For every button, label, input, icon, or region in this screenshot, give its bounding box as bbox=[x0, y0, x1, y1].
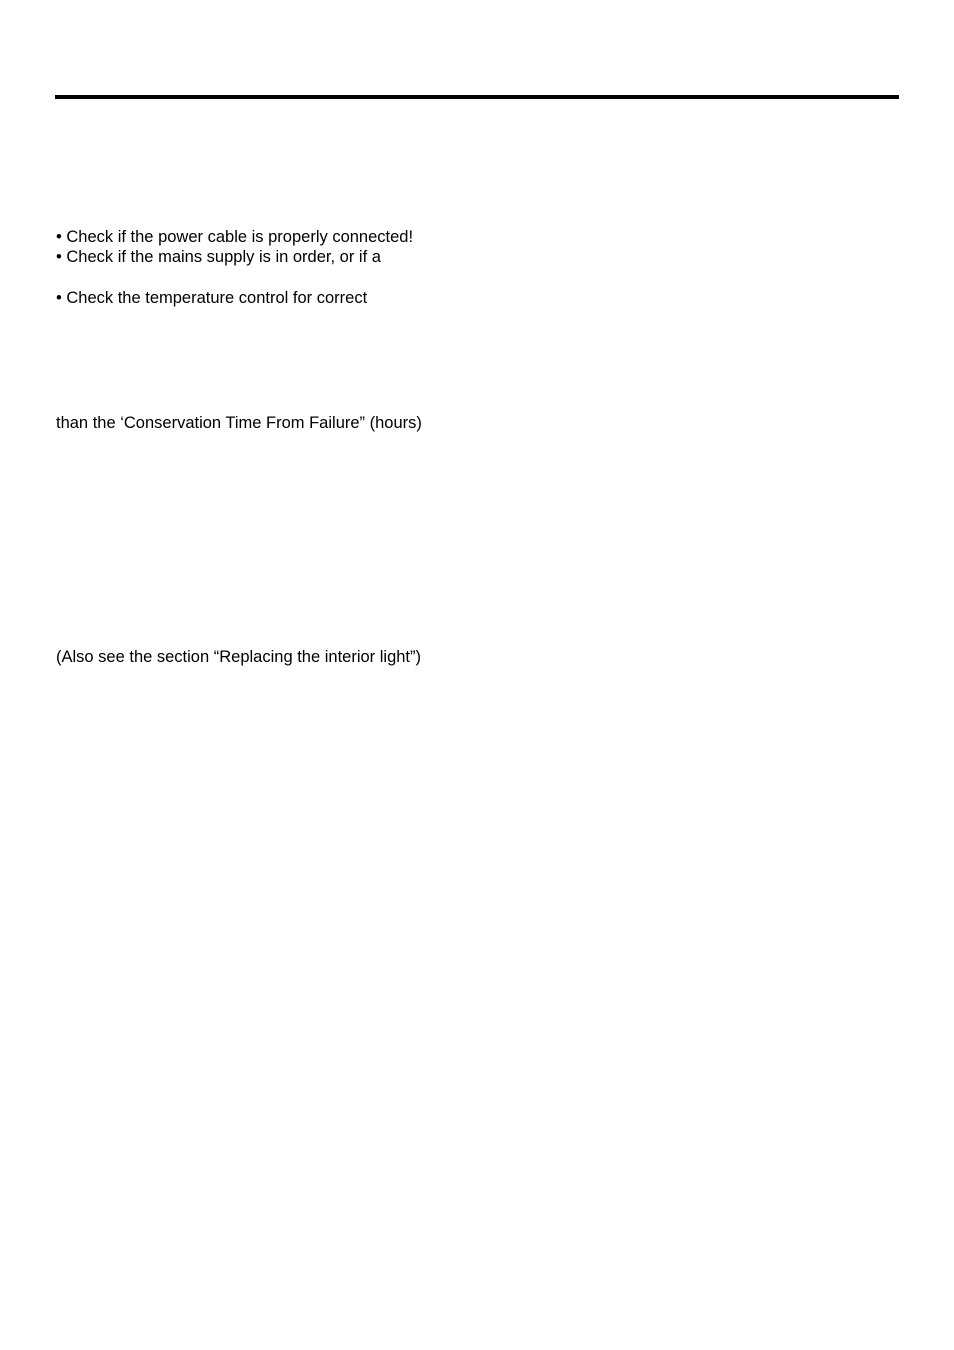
bullet-check-power-cable: • Check if the power cable is properly connected! bbox=[56, 228, 414, 246]
header-rule bbox=[55, 95, 899, 99]
bullet-check-temperature-control: • Check the temperature control for correct bbox=[56, 289, 368, 307]
interior-light-reference: (Also see the section “Replacing the interior light”) bbox=[56, 648, 422, 666]
conservation-time-text: than the ‘Conservation Time From Failure” (hours) bbox=[56, 414, 422, 432]
bullet-check-mains-supply: • Check if the mains supply is in order, or if a bbox=[56, 248, 381, 266]
